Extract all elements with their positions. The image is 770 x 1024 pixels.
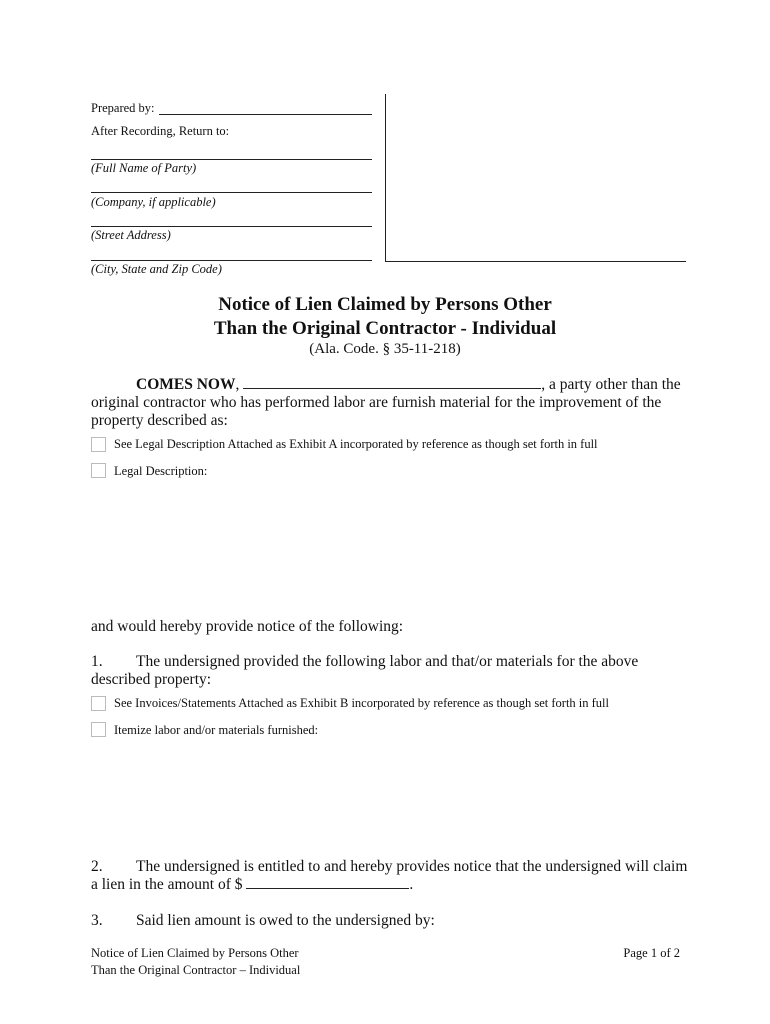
- comes-now: COMES NOW: [136, 376, 236, 393]
- page-number: Page 1 of 2: [623, 946, 680, 960]
- recording-box-bottom: [385, 261, 686, 262]
- footer-title-line1: Notice of Lien Claimed by Persons Other: [91, 946, 299, 960]
- item1-number: 1.: [91, 653, 103, 670]
- intro-line2: original contractor who has performed labor are furnish material for the improvement of the: [91, 394, 662, 411]
- document-title-line1: Notice of Lien Claimed by Persons Other: [218, 294, 552, 315]
- legal-description-label: Legal Description:: [114, 464, 208, 478]
- city-caption: (City, State and Zip Code): [91, 262, 222, 276]
- item2-line2: a lien in the amount of $ .: [91, 876, 414, 893]
- intro-line1: COMES NOW, , a party other than the: [136, 376, 681, 393]
- prepared-by-field[interactable]: [159, 114, 372, 115]
- item2-line1: The undersigned is entitled to and hereby provides notice that the undersigned will claim: [136, 858, 688, 875]
- full-name-field[interactable]: [91, 159, 372, 160]
- party-name-blank[interactable]: [243, 376, 541, 389]
- notice-line: and would hereby provide notice of the following:: [91, 618, 404, 635]
- intro-line3: property described as:: [91, 412, 228, 429]
- itemize-checkbox[interactable]: [91, 722, 106, 737]
- street-caption: (Street Address): [91, 228, 171, 242]
- after-recording-label: After Recording, Return to:: [91, 124, 230, 138]
- prepared-by-label: Prepared by:: [91, 101, 155, 115]
- item3-number: 3.: [91, 912, 103, 929]
- item3-line1: Said lien amount is owed to the undersigned by:: [136, 912, 435, 929]
- footer-title-line2: Than the Original Contractor – Individual: [91, 963, 301, 977]
- item1-line1: The undersigned provided the following labor and that/or materials for the above: [136, 653, 639, 670]
- item2-number: 2.: [91, 858, 103, 875]
- exhibit-a-label: See Legal Description Attached as Exhibit A incorporated by reference as though set forth in full: [114, 437, 598, 451]
- itemize-label: Itemize labor and/or materials furnished:: [114, 723, 319, 737]
- legal-description-checkbox[interactable]: [91, 463, 106, 478]
- full-name-caption: (Full Name of Party): [91, 161, 197, 175]
- document-title-line2: Than the Original Contractor - Individual: [213, 318, 557, 339]
- exhibit-b-label: See Invoices/Statements Attached as Exhibit B incorporated by reference as though set forth in full: [114, 696, 609, 710]
- street-field[interactable]: [91, 226, 372, 227]
- exhibit-a-checkbox[interactable]: [91, 437, 106, 452]
- recording-box-divider: [385, 94, 386, 262]
- exhibit-b-checkbox[interactable]: [91, 696, 106, 711]
- item1-line2: described property:: [91, 671, 212, 688]
- city-field[interactable]: [91, 260, 372, 261]
- company-field[interactable]: [91, 192, 372, 193]
- lien-amount-blank[interactable]: [246, 876, 409, 889]
- statute-citation: (Ala. Code. § 35-11-218): [309, 341, 461, 357]
- company-caption: (Company, if applicable): [91, 195, 216, 209]
